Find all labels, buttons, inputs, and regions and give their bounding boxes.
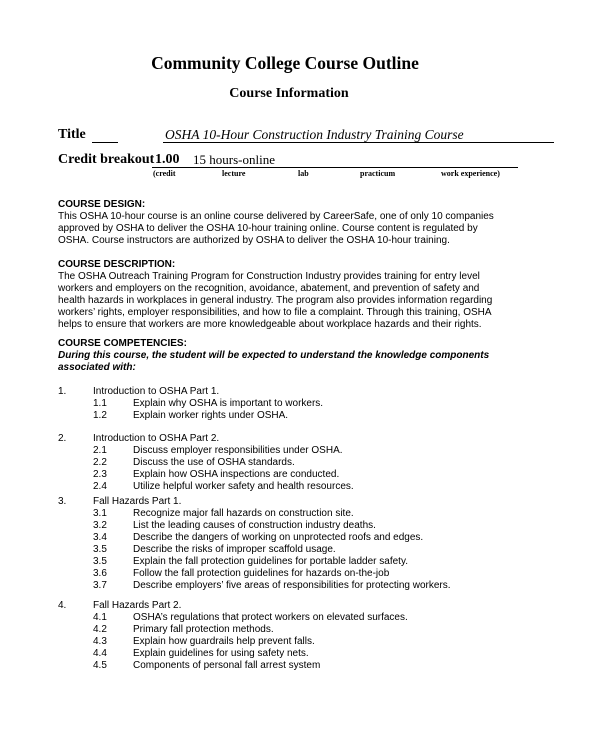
item-number: 3.2 [93, 520, 107, 531]
page-subtitle: Course Information [229, 86, 349, 101]
item-number: 1.1 [93, 398, 107, 409]
item-text: Primary fall protection methods. [133, 624, 274, 635]
item-number: 1.2 [93, 410, 107, 421]
item-text: Discuss employer responsibilities under OSHA. [133, 445, 343, 456]
course-design-heading: COURSE DESIGN: [58, 199, 146, 210]
item-number: 3.7 [93, 580, 107, 591]
item-text: List the leading causes of construction industry deaths. [133, 520, 376, 531]
credit-label: Credit breakout [58, 152, 155, 167]
item-number: 4.2 [93, 624, 107, 635]
item-number: 3.5 [93, 556, 107, 567]
item-text: Explain how OSHA inspections are conducted. [133, 469, 340, 480]
item-text: Explain why OSHA is important to workers. [133, 398, 324, 409]
item-text: Utilize helpful worker safety and health resources. [133, 481, 354, 492]
credit-col-lecture: lecture [222, 169, 246, 178]
competencies-intro-line: During this course, the student will be expected to understand the knowledge components [58, 350, 490, 361]
item-text: Recognize major fall hazards on construction site. [133, 508, 354, 519]
item-number: 2.2 [93, 457, 107, 468]
item-number: 2.1 [93, 445, 107, 456]
item-text: Components of personal fall arrest system [133, 660, 321, 671]
course-title-value: OSHA 10-Hour Construction Industry Training Course [165, 127, 464, 142]
item-number: 3.4 [93, 532, 107, 543]
item-number: 4.3 [93, 636, 107, 647]
credit-col-credit: (credit [153, 169, 176, 178]
unit-title: Introduction to OSHA Part 2. [93, 433, 220, 444]
item-text: Follow the fall protection guidelines for hazards on-the-job [133, 568, 390, 579]
title-label-underline [92, 142, 118, 143]
competencies-intro-line: associated with: [58, 362, 136, 373]
item-number: 4.1 [93, 612, 107, 623]
unit-title: Fall Hazards Part 1. [93, 496, 182, 507]
credit-underline [152, 167, 518, 168]
title-label: Title [58, 127, 86, 142]
course-design-line: approved by OSHA to deliver the OSHA 10-hour training online. Course content is regulated by [58, 223, 478, 234]
item-text: Describe the dangers of working on unprotected roofs and edges. [133, 532, 424, 543]
course-design-line: OSHA. Course instructors are authorized by OSHA to deliver the OSHA 10-hour training. [58, 235, 450, 246]
course-competencies-heading: COURSE COMPETENCIES: [58, 338, 187, 349]
course-design-line: This OSHA 10-hour course is an online course delivered by CareerSafe, one of only 10 companies [58, 211, 494, 222]
course-description-line: workers’ rights, employer responsibilities, and how to file a complaint. Through this training, OSHA [58, 307, 492, 318]
item-number: 4.5 [93, 660, 107, 671]
item-text: Explain how guardrails help prevent falls. [133, 636, 315, 647]
unit-title: Fall Hazards Part 2. [93, 600, 182, 611]
item-number: 4.4 [93, 648, 107, 659]
item-text: Discuss the use of OSHA standards. [133, 457, 295, 468]
course-title-underline [163, 142, 554, 143]
credit-col-work-experience: work experience) [441, 169, 500, 178]
course-description-line: workers and employers on the recognition, avoidance, abatement, and prevention of safety and [58, 283, 480, 294]
unit-number: 2. [58, 433, 67, 444]
unit-number: 1. [58, 386, 67, 397]
item-text: Describe employers’ five areas of responsibilities for protecting workers. [133, 580, 451, 591]
unit-number: 4. [58, 600, 67, 611]
credit-col-practicum: practicum [360, 169, 396, 178]
credit-hours: 15 hours-online [193, 152, 275, 167]
course-description-line: The OSHA Outreach Training Program for Construction Industry provides training for entry level [58, 271, 480, 282]
course-description-line: helps to ensure that workers are more knowledgeable about workplace hazards and their rights. [58, 319, 482, 330]
item-number: 3.5 [93, 544, 107, 555]
item-number: 3.1 [93, 508, 107, 519]
page-title: Community College Course Outline [151, 53, 419, 73]
item-text: Explain guidelines for using safety nets. [133, 648, 309, 659]
course-description-line: health hazards in workplaces in general industry. The program also provides information regarding [58, 295, 493, 306]
item-text: OSHA’s regulations that protect workers on elevated surfaces. [133, 612, 408, 623]
item-text: Describe the risks of improper scaffold usage. [133, 544, 336, 555]
credit-col-lab: lab [298, 169, 309, 178]
item-text: Explain the fall protection guidelines for portable ladder safety. [133, 556, 408, 567]
unit-number: 3. [58, 496, 67, 507]
item-number: 3.6 [93, 568, 107, 579]
course-description-heading: COURSE DESCRIPTION: [58, 259, 176, 270]
credit-value: 1.00 [155, 152, 180, 167]
item-text: Explain worker rights under OSHA. [133, 410, 289, 421]
item-number: 2.4 [93, 481, 107, 492]
item-number: 2.3 [93, 469, 107, 480]
unit-title: Introduction to OSHA Part 1. [93, 386, 220, 397]
